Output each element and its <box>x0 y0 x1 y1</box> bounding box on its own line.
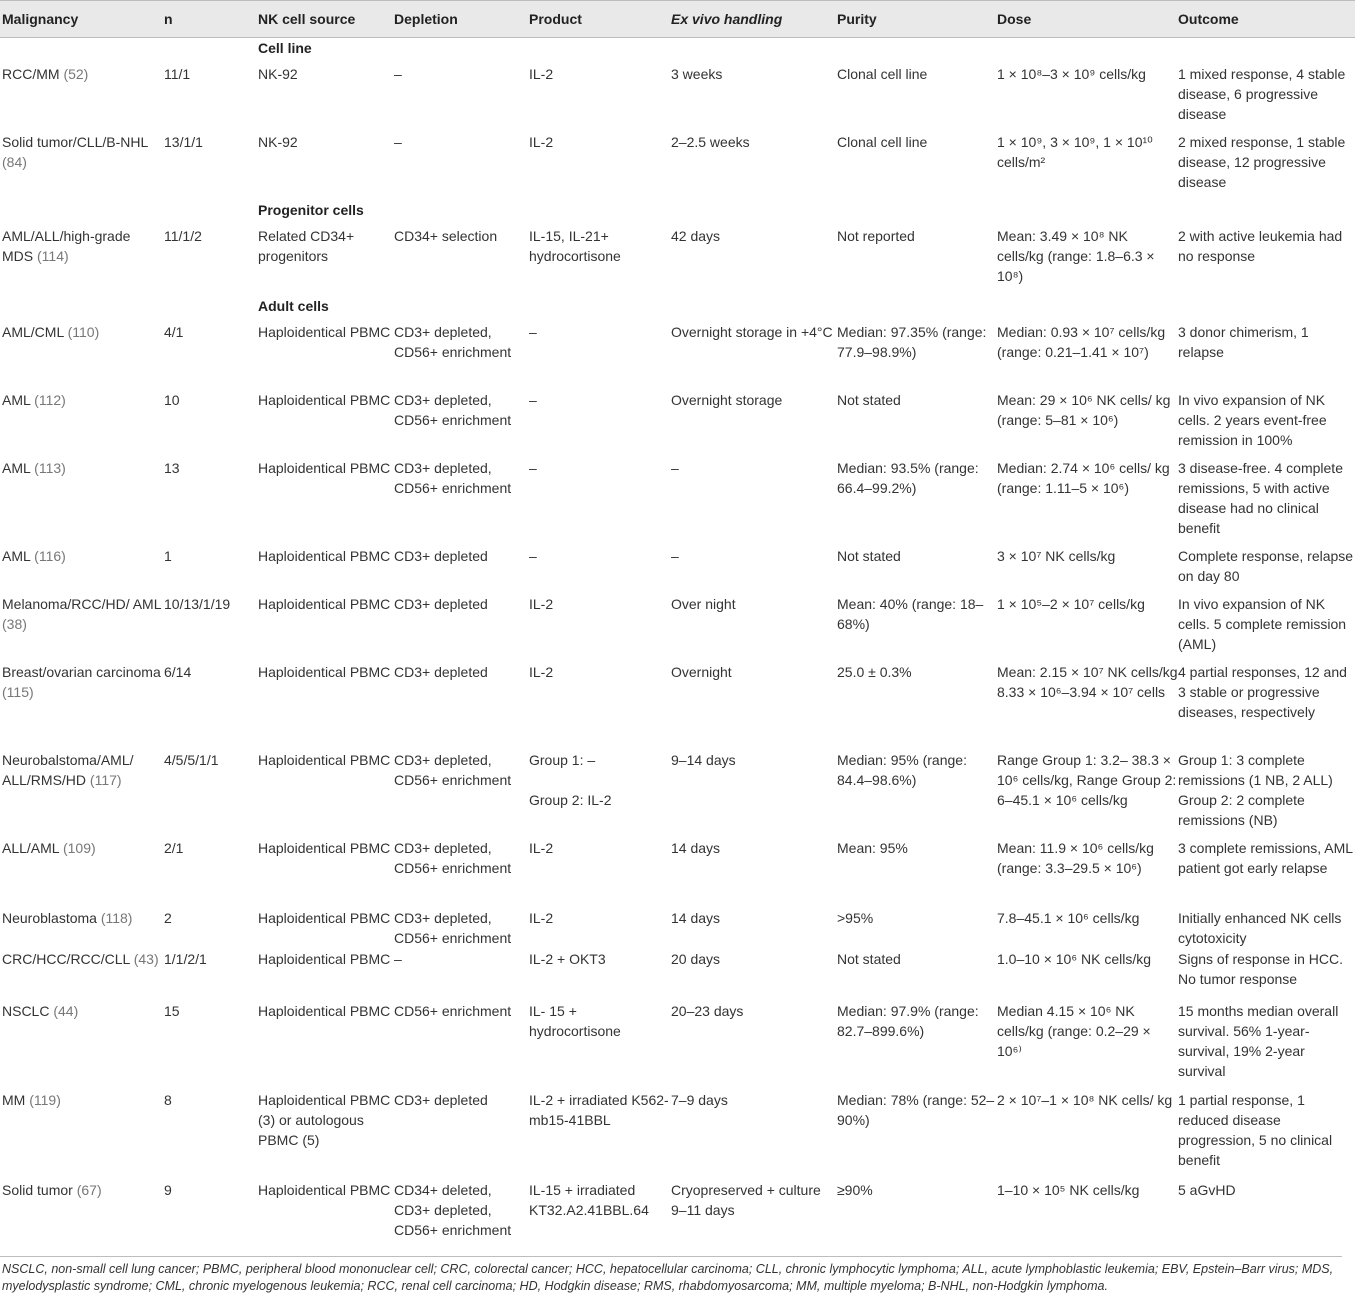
outcome-cell: 1 partial response, 1 reduced disease progression, 5 no clinical benefit <box>1178 1092 1333 1168</box>
n-cell: 2 <box>164 910 172 926</box>
reference-link[interactable]: (119) <box>29 1092 61 1108</box>
source-cell: Haploidentical PBMC <box>258 1003 391 1019</box>
header-n: n <box>164 1 258 38</box>
reference-link[interactable]: (117) <box>89 772 122 788</box>
malignancy-text: Neurobalstoma/AML/ ALL/RMS/HD <box>2 752 134 788</box>
n-cell: 10 <box>164 392 180 408</box>
outcome-cell: 4 partial responses, 12 and 3 stable or progressive diseases, respectively <box>1178 664 1347 720</box>
header-product: Product <box>529 1 671 38</box>
outcome-cell: Signs of response in HCC. No tumor response <box>1178 951 1343 987</box>
n-cell: 13/1/1 <box>164 134 203 150</box>
reference-link[interactable]: (67) <box>76 1182 102 1198</box>
depletion-cell: CD3+ depleted, CD56+ enrichment <box>394 392 512 428</box>
outcome-cell: 1 mixed response, 4 stable disease, 6 progressive disease <box>1178 66 1346 122</box>
reference-link[interactable]: (114) <box>37 248 69 264</box>
product-cell: IL-2 + irradiated K562-mb15-41BBL <box>529 1092 669 1128</box>
source-cell: NK-92 <box>258 134 298 150</box>
product-cell: IL- 15 + hydrocortisone <box>529 1003 621 1039</box>
exvivo-cell: Cryopreserved + culture 9–11 days <box>671 1182 821 1218</box>
section-title: Adult cells <box>258 298 329 314</box>
dose-cell: 1.0–10 × 10⁶ NK cells/kg <box>997 951 1152 967</box>
depletion-cell: – <box>394 134 402 150</box>
malignancy-text: AML <box>2 460 31 476</box>
exvivo-cell: 42 days <box>671 228 721 244</box>
table-row <box>0 908 1355 949</box>
dose-cell: 1 × 10⁵–2 × 10⁷ cells/kg <box>997 596 1145 612</box>
outcome-cell: Complete response, relapse on day 80 <box>1178 548 1354 584</box>
malignancy-text: Solid tumor <box>2 1182 73 1198</box>
source-cell: Haploidentical PBMC <box>258 548 391 564</box>
product-cell: IL-2 <box>529 910 554 926</box>
exvivo-cell: 14 days <box>671 840 721 856</box>
exvivo-cell: Overnight storage in +4°C <box>671 324 833 340</box>
malignancy-text: Melanoma/RCC/HD/ AML <box>2 596 161 612</box>
n-cell: 2/1 <box>164 840 184 856</box>
table-footnote: NSCLC, non-small cell lung cancer; PBMC, peripheral blood mononuclear cell; CRC, colorectal cancer; HCC, hepatocellular carcinoma; CLL, chronic lymphocytic lymphoma; ALL, acute lymphoblastic leukemia; EBV, Epstein–Barr virus; MDS, myelodysplastic syndrome; CML, chronic myelogenous leukemia; RCC, renal cell carcinoma; HD, Hodgkin disease; RMS, rhabdomyosarcoma; MM, multiple myeloma; B-NHL, non-Hodgkin lymphoma. <box>0 1256 1342 1295</box>
outcome-cell: 2 with active leukemia had no response <box>1178 228 1343 264</box>
purity-cell: Mean: 95% <box>837 840 908 856</box>
dose-cell: 3 × 10⁷ NK cells/kg <box>997 548 1116 564</box>
outcome-cell: Initially enhanced NK cells cytotoxicity <box>1178 910 1342 946</box>
dose-cell: Median: 2.74 × 10⁶ cells/ kg (range: 1.11–5 × 10⁶) <box>997 460 1170 496</box>
exvivo-cell: 2–2.5 weeks <box>671 134 750 150</box>
header-dose: Dose <box>997 1 1178 38</box>
dose-cell: Mean: 3.49 × 10⁸ NK cells/kg (range: 1.8–6.3 × 10⁸) <box>997 228 1155 284</box>
purity-cell: Not stated <box>837 548 901 564</box>
source-cell: Haploidentical PBMC (3) or autologous PBMC (5) <box>258 1092 391 1148</box>
depletion-cell: CD3+ depleted <box>394 596 488 612</box>
dose-cell: Range Group 1: 3.2– 38.3 × 10⁶ cells/kg, Range Group 2: 6–45.1 × 10⁶ cells/kg <box>997 752 1177 808</box>
product-cell: – <box>529 392 537 408</box>
purity-cell: >95% <box>837 910 874 926</box>
table-row <box>0 1180 1355 1246</box>
product-cell: IL-2 <box>529 664 554 680</box>
header-purity: Purity <box>837 1 997 38</box>
purity-cell: 25.0 ± 0.3% <box>837 664 912 680</box>
product-cell: – <box>529 460 537 476</box>
dose-cell: Median: 0.93 × 10⁷ cells/kg (range: 0.21–1.41 × 10⁷) <box>997 324 1166 360</box>
malignancy-cell <box>0 908 164 949</box>
dose-cell: Mean: 2.15 × 10⁷ NK cells/kg 8.33 × 10⁶–3.94 × 10⁷ cells <box>997 664 1178 700</box>
malignancy-text: MM <box>2 1092 26 1108</box>
malignancy-cell <box>0 390 164 458</box>
reference-link[interactable]: (110) <box>67 324 100 340</box>
exvivo-cell: – <box>671 460 679 476</box>
reference-link[interactable]: (118) <box>100 910 133 926</box>
malignancy-cell <box>0 546 164 594</box>
purity-cell: Clonal cell line <box>837 134 928 150</box>
product-cell: IL-15 + irradiated KT32.A2.41BBL.64 <box>529 1182 649 1218</box>
purity-cell: Median: 95% (range: 84.4–98.6%) <box>837 752 967 788</box>
reference-link[interactable]: (38) <box>2 616 27 632</box>
exvivo-cell: – <box>671 548 679 564</box>
malignancy-cell <box>0 1180 164 1246</box>
table-row <box>0 750 1355 838</box>
malignancy-cell <box>0 1001 164 1090</box>
table-row <box>0 322 1355 390</box>
table-row <box>0 64 1355 132</box>
section-row <box>0 296 1355 322</box>
product-cell: IL-2 + OKT3 <box>529 951 606 967</box>
header-depletion: Depletion <box>394 1 529 38</box>
table-row <box>0 546 1355 594</box>
exvivo-cell: 20 days <box>671 951 721 967</box>
exvivo-cell: 3 weeks <box>671 66 723 82</box>
depletion-cell: CD3+ depleted, CD56+ enrichment <box>394 910 512 946</box>
header-outcome: Outcome <box>1178 1 1355 38</box>
header-row <box>0 1 1355 38</box>
reference-link[interactable]: (109) <box>62 840 96 856</box>
reference-link[interactable]: (113) <box>34 460 66 476</box>
malignancy-cell <box>0 322 164 390</box>
outcome-cell: In vivo expansion of NK cells. 5 complete remission (AML) <box>1178 596 1347 652</box>
dose-cell: 2 × 10⁷–1 × 10⁸ NK cells/ kg <box>997 1092 1173 1108</box>
depletion-cell: – <box>394 66 402 82</box>
section-row <box>0 200 1355 226</box>
malignancy-text: RCC/MM <box>2 66 60 82</box>
purity-cell: Median: 97.35% (range: 77.9–98.9%) <box>837 324 987 360</box>
dose-cell: 1–10 × 10⁵ NK cells/kg <box>997 1182 1140 1198</box>
outcome-cell: 3 disease-free. 4 complete remissions, 5 with active disease had no clinical benefit <box>1178 460 1343 536</box>
product-cell: IL-2 <box>529 134 554 150</box>
n-cell: 15 <box>164 1003 180 1019</box>
malignancy-text: AML/ALL/high-grade MDS <box>2 228 131 264</box>
depletion-cell: CD3+ depleted <box>394 548 488 564</box>
source-cell: Haploidentical PBMC <box>258 324 391 340</box>
depletion-cell: CD3+ depleted, CD56+ enrichment <box>394 840 512 876</box>
n-cell: 1 <box>164 548 172 564</box>
table-row <box>0 949 1355 1001</box>
dose-cell: Mean: 29 × 10⁶ NK cells/ kg (range: 5–81 × 10⁶) <box>997 392 1171 428</box>
malignancy-cell <box>0 949 164 1001</box>
n-cell: 11/1 <box>164 66 191 82</box>
source-cell: Haploidentical PBMC <box>258 1182 391 1198</box>
table-row <box>0 594 1355 662</box>
n-cell: 6/14 <box>164 664 192 680</box>
dose-cell: 7.8–45.1 × 10⁶ cells/kg <box>997 910 1140 926</box>
outcome-cell: 5 aGvHD <box>1178 1182 1236 1198</box>
malignancy-cell <box>0 64 164 132</box>
malignancy-cell <box>0 226 164 296</box>
product-cell: IL-2 <box>529 66 554 82</box>
outcome-cell: 2 mixed response, 1 stable disease, 12 progressive disease <box>1178 134 1346 190</box>
table-row <box>0 458 1355 546</box>
malignancy-text: CRC/HCC/RCC/CLL <box>2 951 130 967</box>
exvivo-cell: Over night <box>671 596 736 612</box>
product-cell: IL-15, IL-21+ hydrocortisone <box>529 228 621 264</box>
table-row <box>0 1090 1355 1180</box>
reference-link[interactable]: (112) <box>34 392 66 408</box>
dose-cell: 1 × 10⁸–3 × 10⁹ cells/kg <box>997 66 1146 82</box>
source-cell: Haploidentical PBMC <box>258 596 391 612</box>
reference-link[interactable]: (43) <box>133 951 159 967</box>
malignancy-cell <box>0 458 164 546</box>
n-cell: 4/1 <box>164 324 184 340</box>
table-row <box>0 662 1355 750</box>
purity-cell: Median: 78% (range: 52–90%) <box>837 1092 995 1128</box>
reference-link[interactable]: (44) <box>53 1003 79 1019</box>
n-cell: 4/5/5/1/1 <box>164 752 219 768</box>
depletion-cell: CD3+ depleted <box>394 664 488 680</box>
malignancy-text: AML <box>2 392 31 408</box>
outcome-cell: 3 complete remissions, AML patient got early relapse <box>1178 840 1353 876</box>
n-cell: 9 <box>164 1182 172 1198</box>
source-cell: Haploidentical PBMC <box>258 664 391 680</box>
section-row <box>0 38 1355 65</box>
header-malignancy: Malignancy <box>0 1 164 38</box>
n-cell: 8 <box>164 1092 172 1108</box>
product-cell: IL-2 <box>529 596 554 612</box>
malignancy-cell <box>0 594 164 662</box>
product-cell: – <box>529 548 537 564</box>
product-cell: IL-2 <box>529 840 554 856</box>
purity-cell: ≥90% <box>837 1182 873 1198</box>
table-row <box>0 1001 1355 1090</box>
exvivo-cell: Overnight <box>671 664 732 680</box>
depletion-cell: CD34+ selection <box>394 228 498 244</box>
depletion-cell: CD3+ depleted, CD56+ enrichment <box>394 460 512 496</box>
n-cell: 13 <box>164 460 180 476</box>
outcome-cell: 15 months median overall survival. 56% 1-year-survival, 19% 2-year survival <box>1178 1003 1339 1079</box>
source-cell: Haploidentical PBMC <box>258 840 391 856</box>
purity-cell: Median: 93.5% (range: 66.4–99.2%) <box>837 460 979 496</box>
purity-cell: Median: 97.9% (range: 82.7–899.6%) <box>837 1003 979 1039</box>
exvivo-cell: 20–23 days <box>671 1003 744 1019</box>
reference-link[interactable]: (84) <box>2 154 27 170</box>
product-cell <box>529 750 671 838</box>
malignancy-text: ALL/AML <box>2 840 60 856</box>
malignancy-cell <box>0 1090 164 1180</box>
source-cell: Haploidentical PBMC <box>258 910 391 926</box>
depletion-cell: CD3+ depleted, CD56+ enrichment <box>394 752 512 788</box>
header-nk-source: NK cell source <box>258 1 394 38</box>
dose-cell: Median 4.15 × 10⁶ NK cells/kg (range: 0.2–29 × 10⁶⁾ <box>997 1003 1151 1059</box>
header-ex-vivo: Ex vivo handling <box>671 1 837 38</box>
malignancy-text: Breast/ovarian carcinoma <box>2 664 161 680</box>
malignancy-text: Solid tumor/CLL/B-NHL <box>2 134 148 150</box>
n-cell: 1/1/2/1 <box>164 951 207 967</box>
reference-link[interactable]: (115) <box>2 684 34 700</box>
exvivo-cell: Overnight storage <box>671 392 783 408</box>
section-title: Progenitor cells <box>258 202 364 218</box>
source-cell: Related CD34+ progenitors <box>258 228 355 264</box>
product-cell: – <box>529 324 537 340</box>
malignancy-cell <box>0 662 164 750</box>
n-cell: 11/1/2 <box>164 228 202 244</box>
outcome-cell: 3 donor chimerism, 1 relapse <box>1178 324 1309 360</box>
table-row <box>0 132 1355 200</box>
n-cell: 10/13/1/19 <box>164 596 231 612</box>
purity-cell: Not reported <box>837 228 915 244</box>
exvivo-cell: 14 days <box>671 910 721 926</box>
dose-cell: 1 × 10⁹, 3 × 10⁹, 1 × 10¹⁰ cells/m² <box>997 134 1153 170</box>
product-group-1: Group 1: – <box>529 752 596 768</box>
depletion-cell: CD3+ depleted, CD56+ enrichment <box>394 324 512 360</box>
malignancy-text: NSCLC <box>2 1003 50 1019</box>
section-title: Cell line <box>258 40 312 56</box>
depletion-cell: CD3+ depleted <box>394 1092 488 1108</box>
reference-link[interactable]: (52) <box>63 66 89 82</box>
source-cell: Haploidentical PBMC <box>258 392 391 408</box>
depletion-cell: – <box>394 951 402 967</box>
source-cell: NK-92 <box>258 66 298 82</box>
malignancy-cell <box>0 838 164 908</box>
product-group-2: Group 2: IL-2 <box>529 792 612 808</box>
exvivo-cell: 7–9 days <box>671 1092 728 1108</box>
source-cell: Haploidentical PBMC <box>258 752 391 768</box>
malignancy-text: AML/CML <box>2 324 64 340</box>
malignancy-text: AML <box>2 548 31 564</box>
reference-link[interactable]: (116) <box>34 548 66 564</box>
malignancy-cell <box>0 132 164 200</box>
purity-cell: Not stated <box>837 951 901 967</box>
depletion-cell: CD56+ enrichment <box>394 1003 512 1019</box>
depletion-cell: CD34+ deleted, CD3+ depleted, CD56+ enrichment <box>394 1182 512 1238</box>
table-row <box>0 838 1355 908</box>
source-cell: Haploidentical PBMC <box>258 951 391 967</box>
outcome-cell: In vivo expansion of NK cells. 2 years event-free remission in 100% <box>1178 392 1327 448</box>
malignancy-cell <box>0 750 164 838</box>
purity-cell: Mean: 40% (range: 18–68%) <box>837 596 984 632</box>
source-cell: Haploidentical PBMC <box>258 460 391 476</box>
table-row <box>0 390 1355 458</box>
purity-cell: Not stated <box>837 392 901 408</box>
purity-cell: Clonal cell line <box>837 66 928 82</box>
exvivo-cell: 9–14 days <box>671 752 736 768</box>
dose-cell: Mean: 11.9 × 10⁶ cells/kg (range: 3.3–29.5 × 10⁶) <box>997 840 1154 876</box>
table-row <box>0 226 1355 296</box>
outcome-cell: Group 1: 3 complete remissions (1 NB, 2 ALL) Group 2: 2 complete remissions (NB) <box>1178 752 1333 828</box>
malignancy-text: Neuroblastoma <box>2 910 97 926</box>
